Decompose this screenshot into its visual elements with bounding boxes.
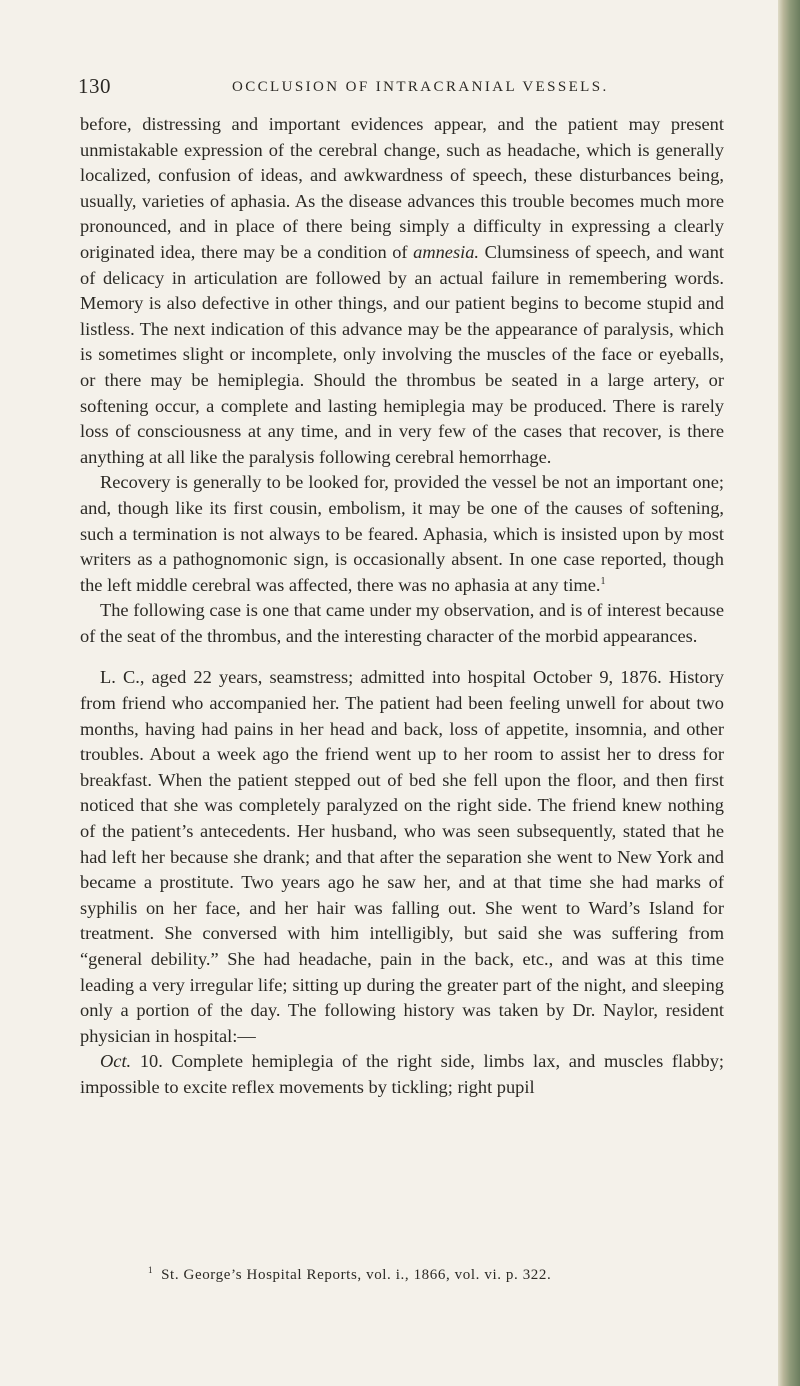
- paragraph-text: before, distressing and important evidences appear, and the patient may present unmistakable expression of the cerebral change, such as headache, which is generally localized, confusion of ideas, and awkwardness of speech, these disturbances being, usually, varieties of aphasia. As the disease advances this trouble becomes much more pronounced, and in place of there being simply a difficulty in expressing a clearly originated idea, there may be a condition of: [80, 114, 724, 262]
- italic-term: amnesia.: [413, 241, 480, 262]
- page-number: 130: [78, 74, 111, 98]
- footnote-reference: 1: [600, 575, 606, 587]
- paragraph-text: 10. Complete hemiplegia of the right side, limbs lax, and muscles flabby; impossible to excite reflex movements by tickling; right pupil: [80, 1051, 724, 1097]
- paragraph-text: Recovery is generally to be looked for, provided the vessel be not an important one; and, though like its first cousin, embolism, it may be one of the causes of softening, such a termination is not always to be feared. Aphasia, which is insisted upon by most writers as a pathognomonic sign, is occasionally absent. In one case reported, though the left middle cerebral was affected, there was no aphasia at any time.: [80, 472, 724, 595]
- paragraph-case-intro: The following case is one that came under my observation, and is of interest because of the seat of the thrombus, and the interesting character of the morbid appearances.: [80, 600, 724, 646]
- paragraph-case-notes: [80, 1049, 724, 1100]
- footnote-marker: 1: [148, 1265, 154, 1275]
- paragraph-recovery: [80, 470, 724, 598]
- italic-date: Oct.: [100, 1051, 132, 1072]
- paragraph-text: Clumsiness of speech, and want of delicacy in articulation are followed by an actual failure in remembering words. Memory is also defective in other things, and our patient begins to become stupid and listless. The next indication of this advance may be the appearance of paralysis, which is sometimes slight or incomplete, only involving the muscles of the face or eyeballs, or there may be hemiplegia. Should the thrombus be seated in a large artery, or softening occur, a complete and lasting hemiplegia may be produced. There is rarely loss of consciousness at any time, and in very few of the cases that recover, is there anything at all like the paralysis following cerebral hemorrhage.: [80, 241, 725, 467]
- paragraph-symptoms: [80, 112, 724, 470]
- footnote: [148, 1267, 551, 1284]
- page-edge-decoration: [778, 0, 800, 1386]
- paragraph-case-history: L. C., aged 22 years, seamstress; admitted into hospital October 9, 1876. History from friend who accompanied her. The patient had been feeling unwell for about two months, having had pains in her head and back, loss of appetite, insomnia, and other troubles. About a week ago the friend went up to her room to assist her to dress for breakfast. When the patient stepped out of bed she fell upon the floor, and then first noticed that she was completely paralyzed on the right side. The friend knew nothing of the patient’s antecedents. Her husband, who was seen subsequently, stated that he had left her because she drank; and that after the separation she went to New York and became a prostitute. Two years ago he saw her, and at that time she had marks of syphilis on her face, and her hair was falling out. She went to Ward’s Island for treatment. She conversed with him intelligibly, but said she was suffering from “general debility.” She had headache, pain in the back, etc., and was at this time leading a very irregular life; sitting up during the greater part of the night, and sleeping only a portion of the day. The following history was taken by Dr. Naylor, resident physician in hospital:—: [80, 667, 724, 1046]
- footnote-text: St. George’s Hospital Reports, vol. i., 1866, vol. vi. p. 322.: [161, 1267, 552, 1283]
- running-head: OCCLUSION OF INTRACRANIAL VESSELS.: [232, 79, 609, 95]
- body-text: [80, 112, 724, 1101]
